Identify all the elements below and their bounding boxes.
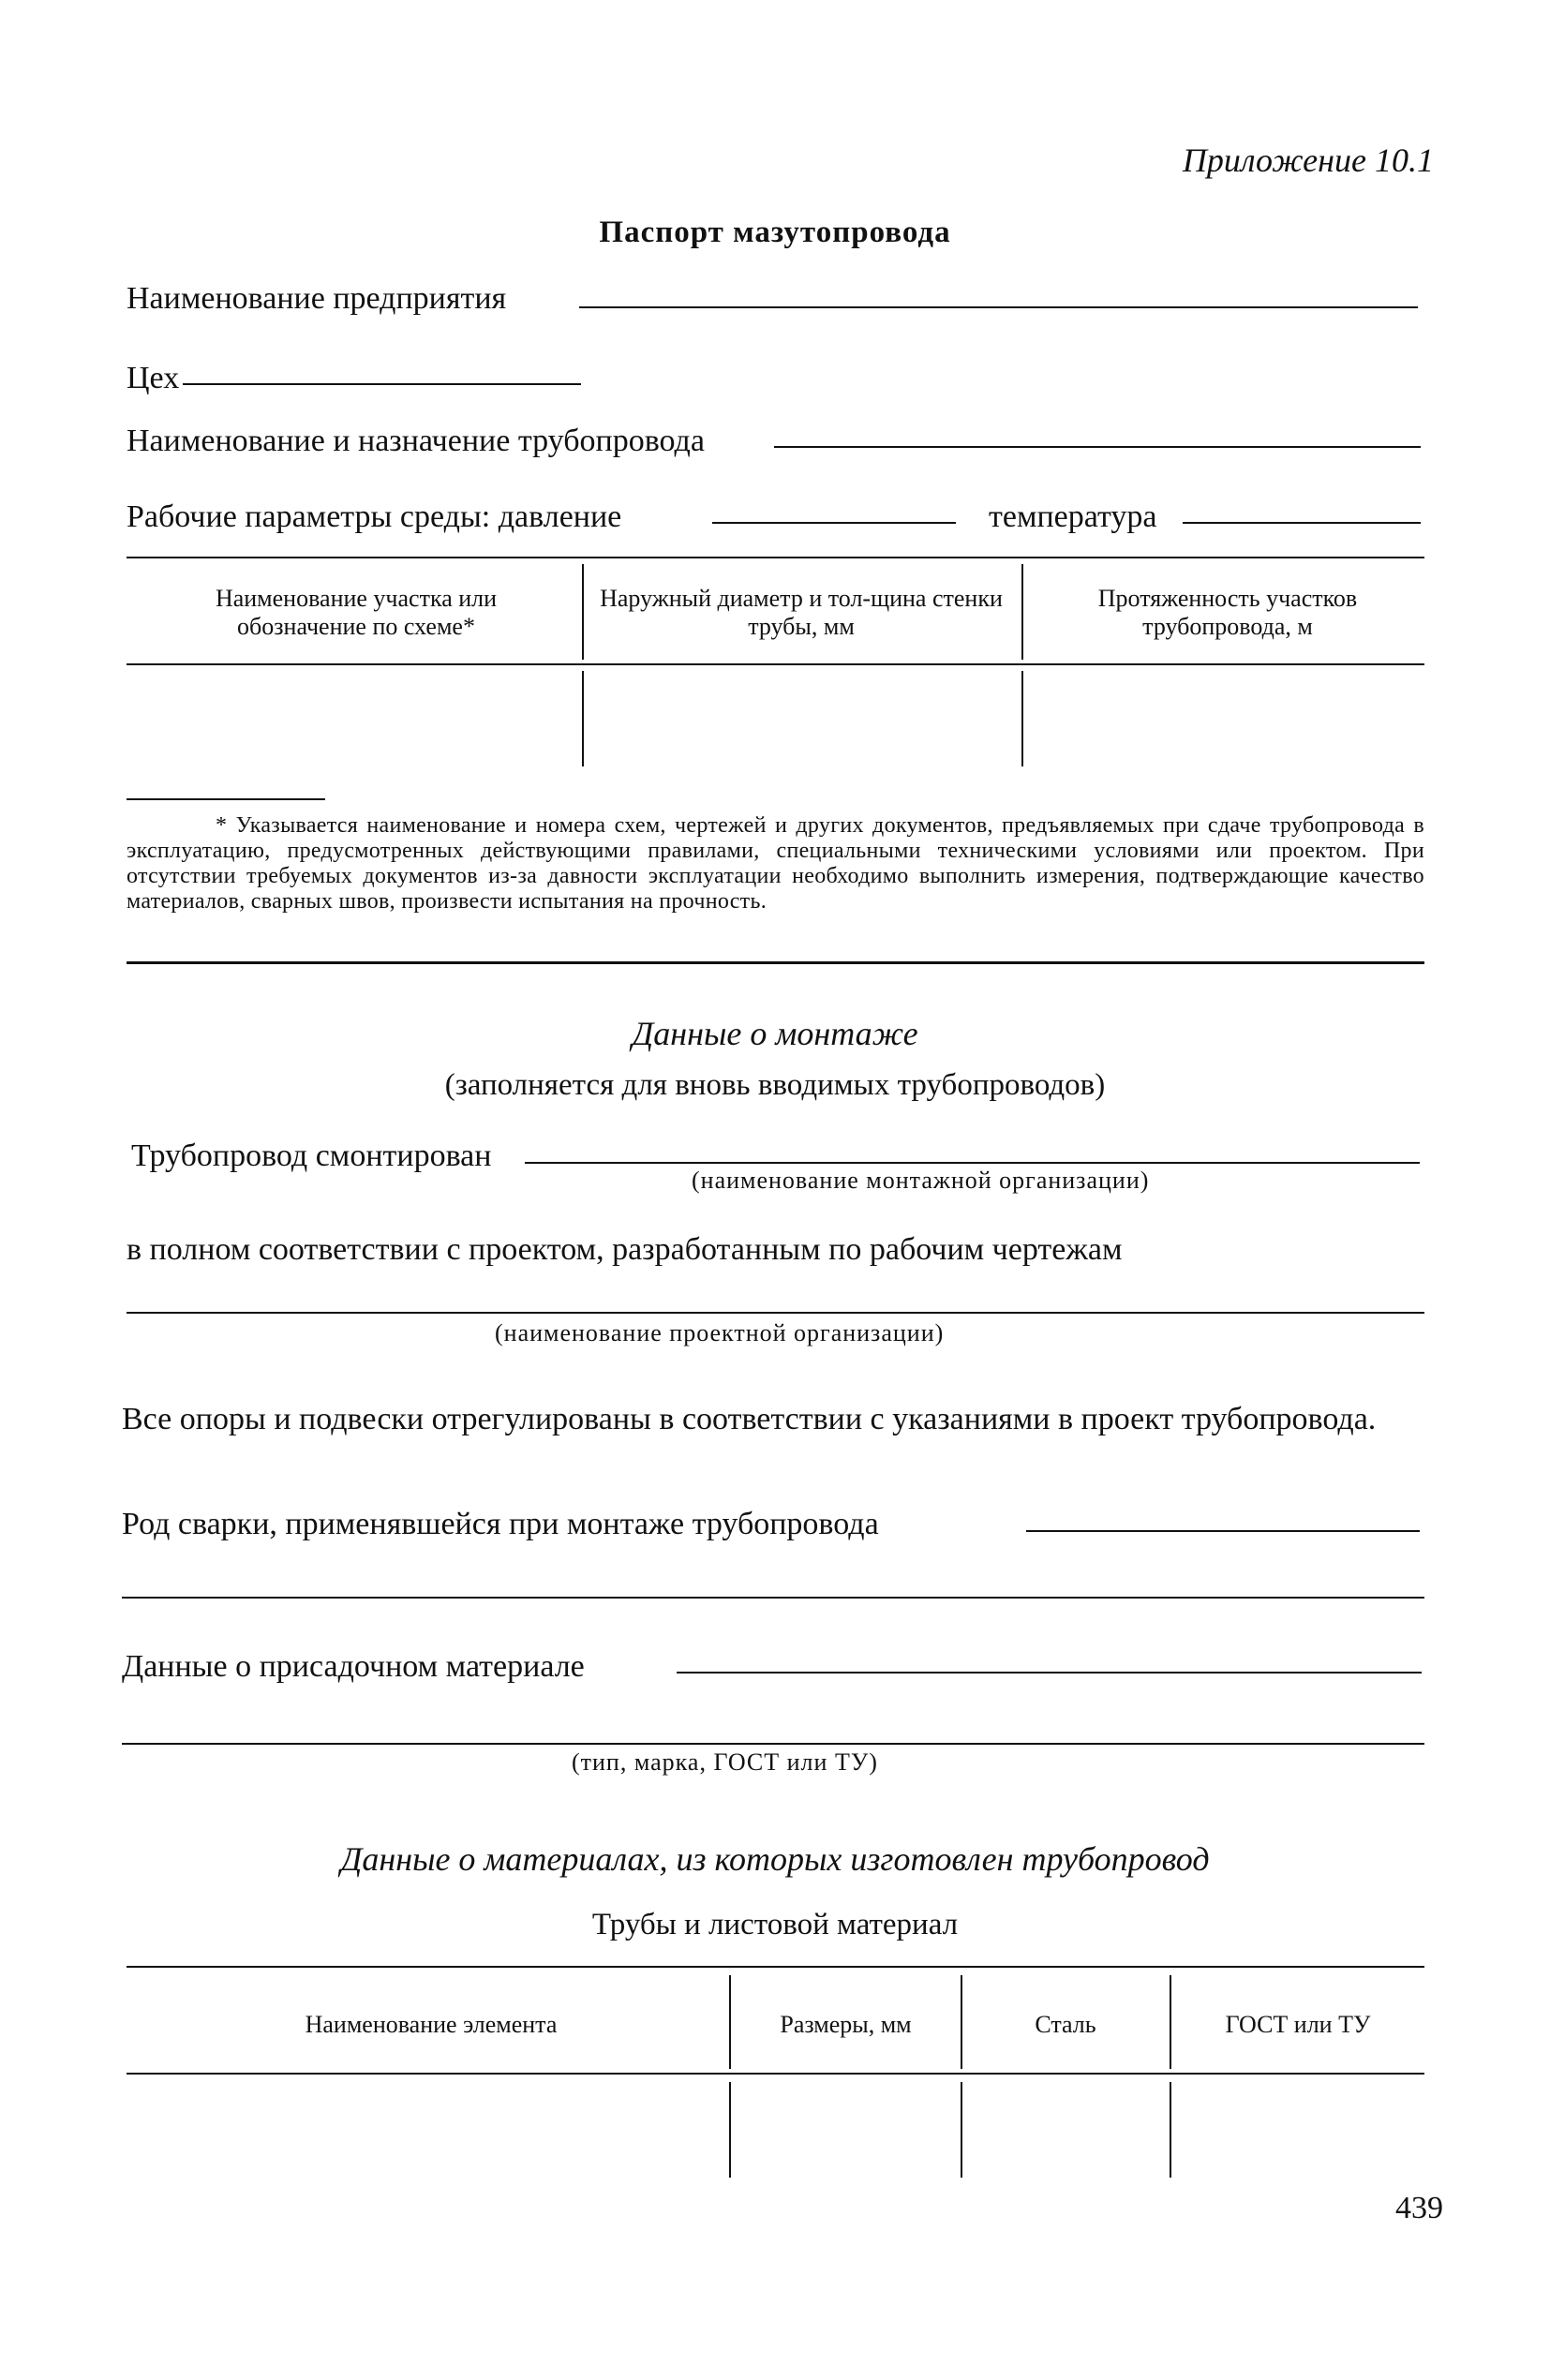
filler-extra-line[interactable] (122, 1743, 1424, 1745)
mounted-by-caption: (наименование монтажной организации) (692, 1167, 1150, 1194)
appendix-label: Приложение 10.1 (1182, 141, 1434, 179)
mounted-by-label: Трубопровод смонтирован (131, 1138, 492, 1173)
pressure-field-line[interactable] (712, 522, 956, 524)
footnote-separator (127, 798, 325, 800)
table1-header-section: Наименование участка или обозначение по схеме* (215, 585, 498, 640)
supports-text: Все опоры и подвески отрегулированы в соответствии с указаниями в проект трубопровода. (122, 1402, 1377, 1436)
filler-field-line[interactable] (677, 1672, 1422, 1673)
enterprise-label: Наименование предприятия (127, 281, 507, 316)
temperature-field-line[interactable] (1183, 522, 1421, 524)
materials-heading: Данные о материалах, из которых изготовлен трубопровод (340, 1840, 1210, 1878)
pipeline-name-label: Наименование и назначение трубопровода (127, 424, 705, 458)
table2-col-divider (1170, 2082, 1171, 2178)
welding-label: Род сварки, применявшейся при монтаже трубопровода (122, 1507, 879, 1541)
table1-header-length: Протяженность участков трубопровода, м (1097, 585, 1358, 640)
mounted-by-field-line[interactable] (525, 1162, 1420, 1164)
footnote: * Указывается наименование и номера схем, чертежей и других документов, предъявляемых при сдаче трубопровода в эксплуатацию, предусмотренных действующими правилами, специальными техническими условиями или проектом. При отсутствии требуемых документов из-за давности эксплуатации необходимо выполнить измерения, подтверждающие качество материалов, сварных швов, произвести испытания на прочность. (127, 813, 1424, 914)
table2-header-gost: ГОСТ или ТУ (1225, 2011, 1371, 2038)
installation-heading: Данные о монтаже (632, 1015, 918, 1052)
workshop-field-line[interactable] (183, 383, 581, 385)
page-title: Паспорт мазутопровода (599, 216, 951, 249)
parameters-label: Рабочие параметры среды: давление (127, 499, 622, 534)
filler-caption: (тип, марка, ГОСТ или ТУ) (572, 1748, 878, 1776)
table2-col-divider (1170, 1975, 1171, 2069)
pipeline-name-field-line[interactable] (774, 446, 1421, 448)
design-org-field-line[interactable] (127, 1312, 1424, 1314)
filler-label: Данные о присадочном материале (122, 1649, 585, 1684)
table2-header-steel: Сталь (1035, 2011, 1096, 2038)
table1-col-divider (582, 564, 584, 660)
compliance-text: в полном соответствии с проектом, разработанным по рабочим чертежам (127, 1232, 1123, 1267)
table1-header-border (127, 663, 1424, 665)
materials-subheading: Трубы и листовой материал (591, 1908, 959, 1941)
table1-col-divider (1021, 564, 1023, 660)
table2-header-element: Наименование элемента (305, 2011, 558, 2038)
welding-field-line[interactable] (1026, 1530, 1420, 1532)
section-separator (127, 961, 1424, 964)
table2-header-border (127, 2073, 1424, 2075)
table1-top-border (127, 557, 1424, 558)
design-org-caption: (наименование проектной организации) (495, 1319, 945, 1346)
temperature-label: температура (989, 499, 1157, 534)
welding-extra-line[interactable] (122, 1597, 1424, 1599)
table2-col-divider (729, 1975, 731, 2069)
table2-top-border (127, 1966, 1424, 1968)
table2-header-dimensions: Размеры, мм (780, 2011, 912, 2038)
enterprise-field-line[interactable] (579, 306, 1418, 308)
installation-subheading: (заполняется для вновь вводимых трубопроводов) (444, 1068, 1106, 1102)
table1-col-divider (582, 671, 584, 766)
table1-col-divider (1021, 671, 1023, 766)
workshop-label: Цех (127, 361, 180, 395)
table2-col-divider (729, 2082, 731, 2178)
page-number: 439 (1395, 2191, 1443, 2225)
table2-col-divider (961, 1975, 962, 2069)
table2-col-divider (961, 2082, 962, 2178)
table1-header-diameter: Наружный диаметр и тол-щина стенки трубы, мм (600, 585, 1003, 640)
